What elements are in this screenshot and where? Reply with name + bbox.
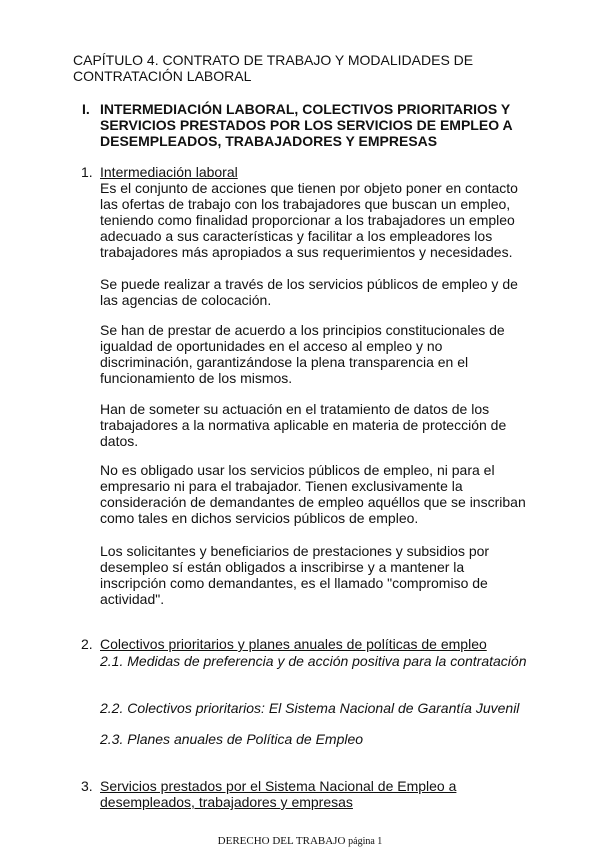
item-number: 3. (81, 778, 93, 794)
subitem: 2.1. Medidas de preferencia y de acción positiva para la contratación (100, 653, 527, 669)
item-heading: Intermediación laboral (100, 164, 238, 180)
section-title: INTERMEDIACIÓN LABORAL, COLECTIVOS PRIORITARIOS Y SERVICIOS PRESTADOS POR LOS SERVICIOS DE EMPLEO A DESEMPLEADOS, TRABAJADORES Y EMPRESAS (100, 101, 513, 149)
list-item-2 (81, 636, 541, 652)
paragraph: Es el conjunto de acciones que tienen por objeto poner en contacto las ofertas de trabajo con los trabajadores que buscan un empleo, teniendo como finalidad proporcionar a los trabajadores un empleo adecuado a sus características y facilitar a los empleadores los trabajadores más apropiados a sus requerimientos y necesidades. (100, 180, 518, 260)
paragraph: Los solicitantes y beneficiarios de prestaciones y subsidios por desempleo sí están obligados a inscribirse y a mantener la inscripción como demandantes, es el llamado "compromiso de actividad". (100, 543, 490, 607)
paragraph: Se puede realizar a través de los servicios públicos de empleo y de las agencias de colocación. (100, 276, 518, 308)
footer-label: DERECHO DEL TRABAJO (217, 835, 346, 847)
section-heading (82, 101, 552, 149)
subitem: 2.2. Colectivos prioritarios: El Sistema Nacional de Garantía Juvenil (100, 700, 520, 716)
item-number: 1. (81, 164, 93, 180)
chapter-title: CAPÍTULO 4. CONTRATO DE TRABAJO Y MODALIDADES DE CONTRATACIÓN LABORAL (73, 52, 474, 84)
item-heading: Colectivos prioritarios y planes anuales de políticas de empleo (100, 636, 487, 652)
subitem: 2.3. Planes anuales de Política de Empleo (100, 731, 364, 747)
item-heading: Servicios prestados por el Sistema Nacional de Empleo a desempleados, trabajadores y empresas (100, 778, 457, 810)
paragraph: No es obligado usar los servicios públicos de empleo, ni para el empresario ni para el trabajador. Tienen exclusivamente la consideración de demandantes de empleo aquéllos que se inscriban como tales en dichos servicios públicos de empleo. (100, 462, 526, 526)
list-item-3 (81, 778, 541, 810)
paragraph: Se han de prestar de acuerdo a los principios constitucionales de igualdad de oportunidades en el acceso al empleo y no discriminación, garantizándose la plena transparencia en el funcionamiento de los mismos. (100, 322, 505, 386)
paragraph: Han de someter su actuación en el tratamiento de datos de los trabajadores a la normativa aplicable en materia de protección de datos. (100, 401, 507, 449)
page-number: página 1 (348, 836, 383, 847)
item-number: 2. (81, 636, 93, 652)
section-number: I. (82, 101, 90, 117)
list-item-1 (81, 164, 541, 260)
page-footer (0, 835, 600, 848)
